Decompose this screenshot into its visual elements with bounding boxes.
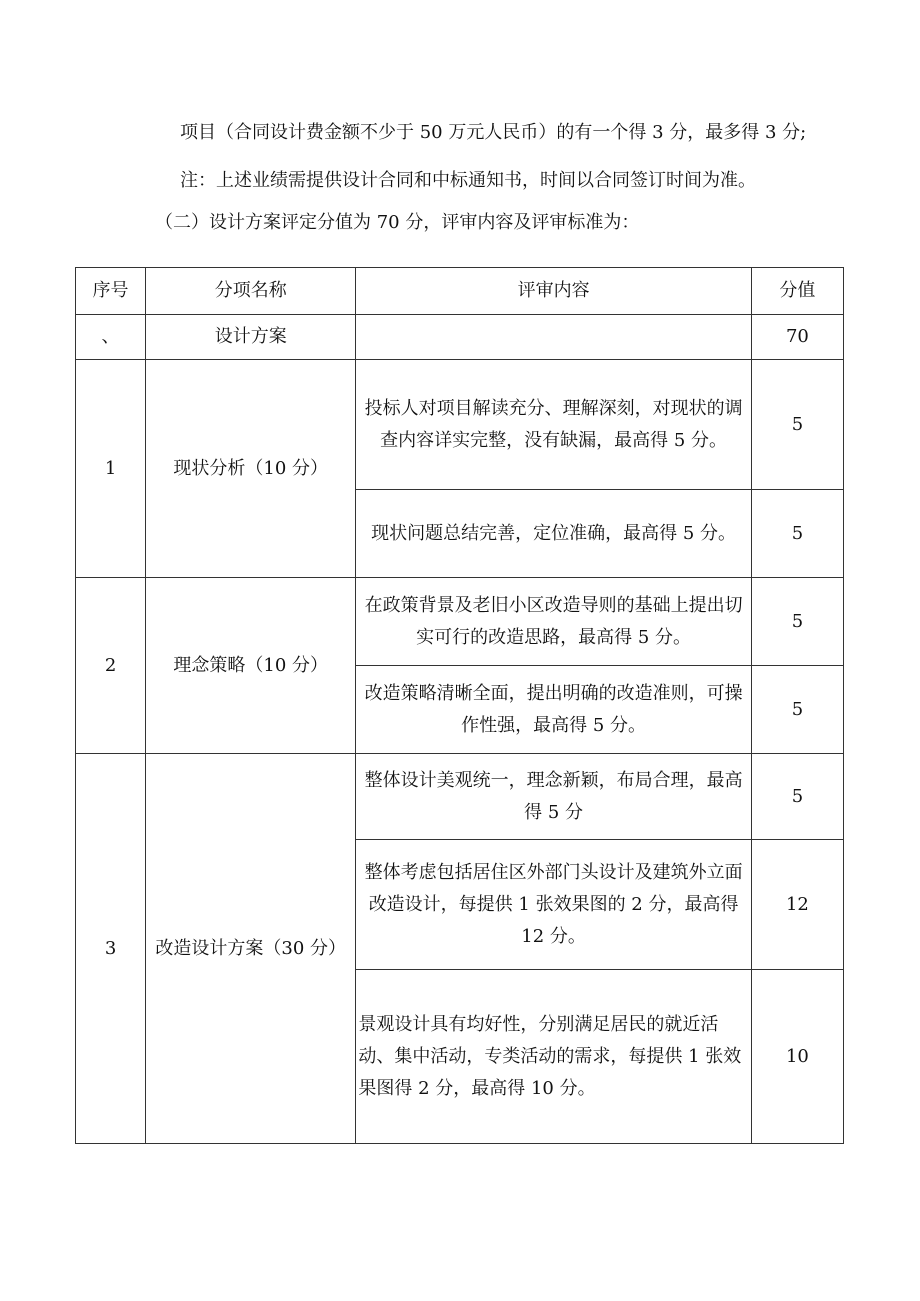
total-index: 、 <box>76 315 146 360</box>
criterion-content: 现状问题总结完善，定位准确，最高得 5 分。 <box>356 490 752 578</box>
total-score: 70 <box>751 315 843 360</box>
total-content <box>356 315 752 360</box>
table-row <box>76 754 844 840</box>
total-row <box>76 315 844 360</box>
criterion-content: 整体设计美观统一，理念新颖，布局合理，最高得 5 分 <box>356 754 752 840</box>
header-index: 序号 <box>76 268 146 315</box>
header-score: 分值 <box>751 268 843 315</box>
criterion-score: 5 <box>751 754 843 840</box>
criterion-score: 5 <box>751 490 843 578</box>
criterion-score: 5 <box>751 666 843 754</box>
paragraph-project-requirement: 项目（合同设计费金额不少于 50 万元人民币）的有一个得 3 分，最多得 3 分; <box>180 122 807 143</box>
table-header-row <box>76 268 844 315</box>
table-row <box>76 578 844 666</box>
group-item: 现状分析（10 分） <box>146 360 356 578</box>
group-item: 改造设计方案（30 分） <box>146 754 356 1144</box>
header-item: 分项名称 <box>146 268 356 315</box>
scoring-table <box>75 267 844 1144</box>
criterion-content: 景观设计具有均好性，分别满足居民的就近活动、集中活动，专类活动的需求，每提供 1 张效果图得 2 分，最高得 10 分。 <box>356 970 752 1144</box>
criterion-content: 改造策略清晰全面，提出明确的改造准则，可操作性强，最高得 5 分。 <box>356 666 752 754</box>
criterion-content: 投标人对项目解读充分、理解深刻，对现状的调查内容详实完整，没有缺漏，最高得 5 分。 <box>356 360 752 490</box>
criterion-score: 5 <box>751 360 843 490</box>
group-index: 1 <box>76 360 146 578</box>
table-row <box>76 360 844 490</box>
header-content: 评审内容 <box>356 268 752 315</box>
criterion-score: 12 <box>751 840 843 970</box>
group-index: 2 <box>76 578 146 754</box>
criterion-content: 在政策背景及老旧小区改造导则的基础上提出切实可行的改造思路，最高得 5 分。 <box>356 578 752 666</box>
total-item: 设计方案 <box>146 315 356 360</box>
criterion-content: 整体考虑包括居住区外部门头设计及建筑外立面改造设计，每提供 1 张效果图的 2 分，最高得 12 分。 <box>356 840 752 970</box>
group-index: 3 <box>76 754 146 1144</box>
paragraph-section-heading: （二）设计方案评定分值为 70 分，评审内容及评审标准为： <box>155 212 640 233</box>
group-item: 理念策略（10 分） <box>146 578 356 754</box>
criterion-score: 5 <box>751 578 843 666</box>
paragraph-note: 注：上述业绩需提供设计合同和中标通知书，时间以合同签订时间为准。 <box>180 170 756 191</box>
criterion-score: 10 <box>751 970 843 1144</box>
